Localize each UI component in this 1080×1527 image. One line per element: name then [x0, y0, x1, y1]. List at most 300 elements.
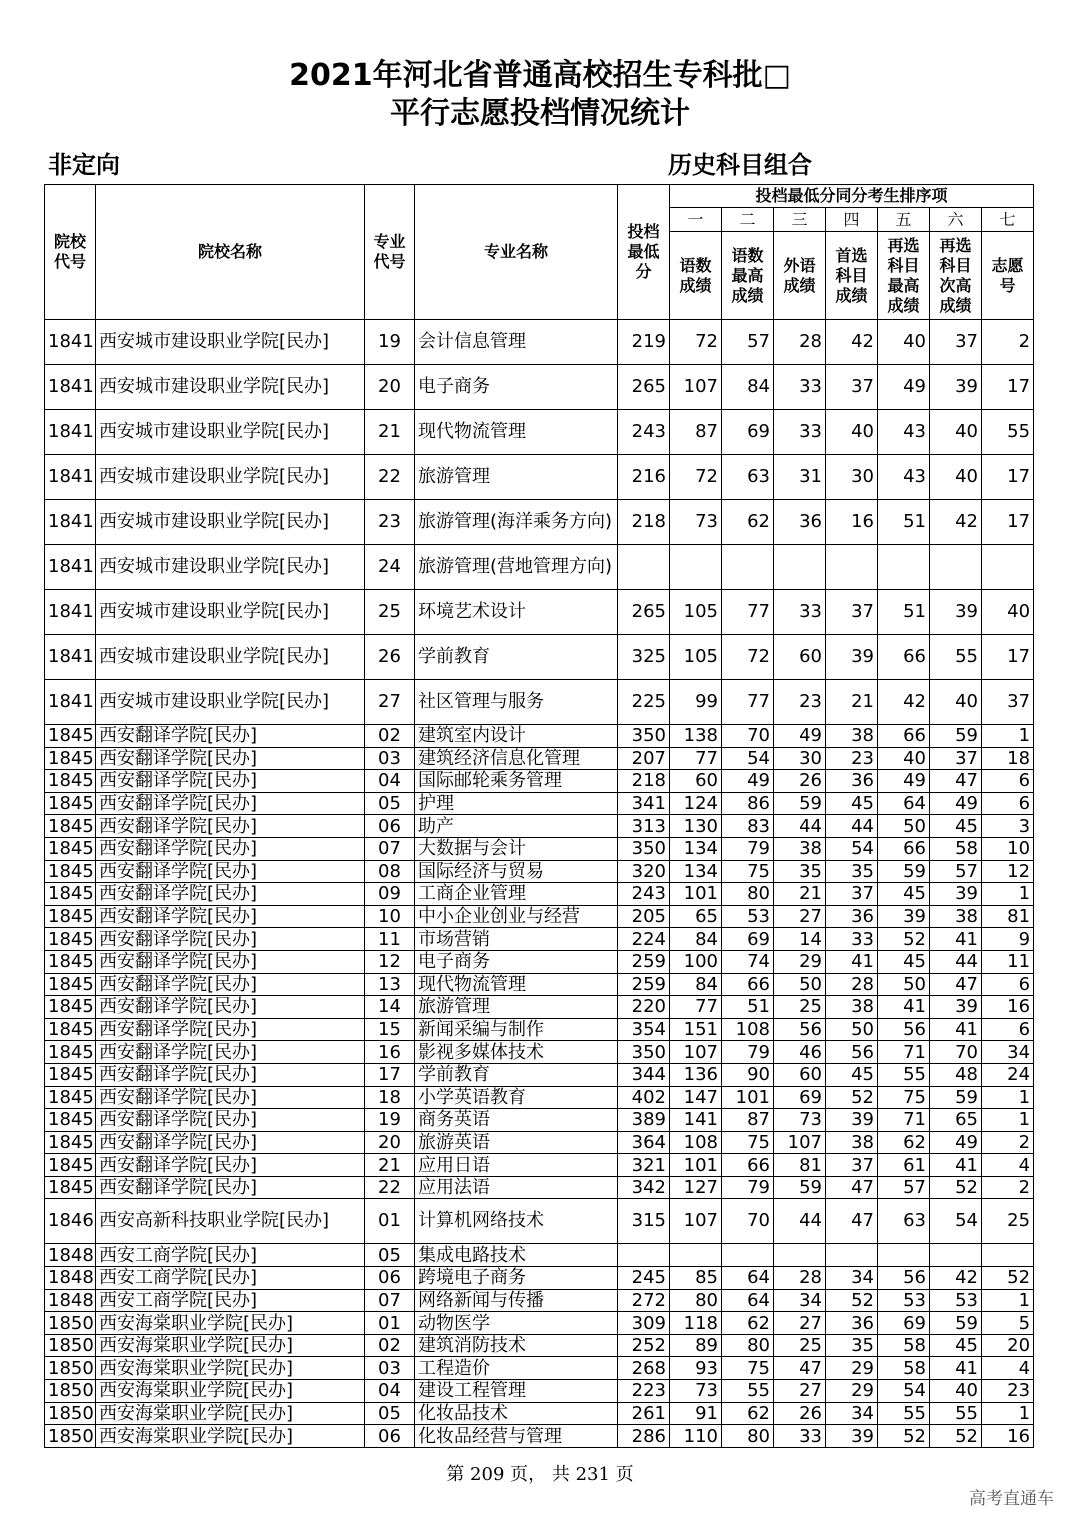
major-code-cell: 26	[365, 635, 415, 680]
first-subject-cell: 33	[826, 928, 878, 951]
major-name-cell: 化妆品经营与管理	[415, 1425, 618, 1448]
elective-max-cell: 71	[878, 1109, 930, 1132]
school-code-cell: 1845	[45, 973, 96, 996]
header-order-7: 七	[982, 208, 1034, 232]
foreign-language-cell: 33	[774, 590, 826, 635]
preference-number-cell: 3	[982, 815, 1034, 838]
school-code-cell: 1845	[45, 905, 96, 928]
header-min-score: 投档最低分	[618, 185, 670, 320]
major-name-cell: 集成电路技术	[415, 1244, 618, 1267]
foreign-language-cell: 14	[774, 928, 826, 951]
major-name-cell: 护理	[415, 792, 618, 815]
elective-second-cell: 47	[930, 770, 982, 793]
chinese-math-score-cell: 60	[670, 770, 722, 793]
major-code-cell: 10	[365, 905, 415, 928]
school-code-cell: 1845	[45, 1041, 96, 1064]
first-subject-cell: 39	[826, 1109, 878, 1132]
preference-number-cell: 10	[982, 837, 1034, 860]
table-row	[45, 1244, 1034, 1267]
school-name-cell: 西安翻译学院[民办]	[96, 1086, 365, 1109]
elective-max-cell: 53	[878, 1289, 930, 1312]
elective-max-cell: 62	[878, 1131, 930, 1154]
school-code-cell: 1845	[45, 837, 96, 860]
school-name-cell: 西安翻译学院[民办]	[96, 725, 365, 748]
chinese-math-max-cell: 77	[722, 590, 774, 635]
preference-number-cell: 24	[982, 1063, 1034, 1086]
school-code-cell: 1841	[45, 545, 96, 590]
school-name-cell: 西安工商学院[民办]	[96, 1267, 365, 1290]
major-name-cell: 助产	[415, 815, 618, 838]
min-score-cell: 261	[618, 1402, 670, 1425]
preference-number-cell: 17	[982, 635, 1034, 680]
school-code-cell: 1850	[45, 1425, 96, 1448]
school-code-cell: 1845	[45, 1176, 96, 1199]
elective-second-cell: 39	[930, 996, 982, 1019]
foreign-language-cell: 60	[774, 635, 826, 680]
header-sub-2: 语数最高成绩	[722, 232, 774, 320]
min-score-cell: 245	[618, 1267, 670, 1290]
major-code-cell: 21	[365, 410, 415, 455]
foreign-language-cell: 27	[774, 1380, 826, 1403]
header-order-2: 二	[722, 208, 774, 232]
first-subject-cell: 47	[826, 1176, 878, 1199]
major-name-cell: 影视多媒体技术	[415, 1041, 618, 1064]
preference-number-cell: 17	[982, 455, 1034, 500]
min-score-cell: 364	[618, 1131, 670, 1154]
school-code-cell: 1850	[45, 1334, 96, 1357]
elective-max-cell: 71	[878, 1041, 930, 1064]
major-code-cell: 20	[365, 365, 415, 410]
chinese-math-score-cell: 77	[670, 996, 722, 1019]
school-code-cell: 1850	[45, 1402, 96, 1425]
header-sub-3: 外语成绩	[774, 232, 826, 320]
chinese-math-max-cell: 66	[722, 973, 774, 996]
chinese-math-max-cell: 53	[722, 905, 774, 928]
major-code-cell: 13	[365, 973, 415, 996]
table-row	[45, 928, 1034, 951]
preference-number-cell: 40	[982, 590, 1034, 635]
school-name-cell: 西安翻译学院[民办]	[96, 928, 365, 951]
min-score-cell	[618, 1244, 670, 1267]
min-score-cell: 321	[618, 1154, 670, 1177]
major-name-cell: 市场营销	[415, 928, 618, 951]
elective-max-cell: 39	[878, 905, 930, 928]
elective-second-cell: 59	[930, 725, 982, 748]
school-code-cell: 1845	[45, 725, 96, 748]
school-name-cell: 西安城市建设职业学院[民办]	[96, 590, 365, 635]
major-code-cell: 03	[365, 747, 415, 770]
min-score-cell: 402	[618, 1086, 670, 1109]
foreign-language-cell: 44	[774, 815, 826, 838]
first-subject-cell: 37	[826, 590, 878, 635]
chinese-math-max-cell: 75	[722, 860, 774, 883]
min-score-cell: 309	[618, 1312, 670, 1335]
major-name-cell: 现代物流管理	[415, 973, 618, 996]
min-score-cell: 243	[618, 410, 670, 455]
chinese-math-score-cell: 91	[670, 1402, 722, 1425]
preference-number-cell: 16	[982, 996, 1034, 1019]
school-code-cell: 1841	[45, 410, 96, 455]
table-row	[45, 320, 1034, 365]
school-name-cell: 西安翻译学院[民办]	[96, 1154, 365, 1177]
chinese-math-score-cell: 127	[670, 1176, 722, 1199]
table-header	[45, 185, 1034, 320]
elective-max-cell: 43	[878, 410, 930, 455]
header-sub-1: 语数成绩	[670, 232, 722, 320]
chinese-math-score-cell: 101	[670, 1154, 722, 1177]
major-name-cell: 建筑消防技术	[415, 1334, 618, 1357]
chinese-math-score-cell: 134	[670, 860, 722, 883]
major-name-cell: 社区管理与服务	[415, 680, 618, 725]
foreign-language-cell: 107	[774, 1131, 826, 1154]
watermark: 高考直通车	[969, 1489, 1054, 1509]
elective-second-cell: 45	[930, 815, 982, 838]
chinese-math-max-cell: 54	[722, 747, 774, 770]
table-row	[45, 837, 1034, 860]
elective-second-cell: 70	[930, 1041, 982, 1064]
school-code-cell: 1845	[45, 1154, 96, 1177]
foreign-language-cell: 28	[774, 320, 826, 365]
chinese-math-score-cell: 107	[670, 1199, 722, 1244]
first-subject-cell: 39	[826, 635, 878, 680]
foreign-language-cell: 46	[774, 1041, 826, 1064]
chinese-math-max-cell: 80	[722, 883, 774, 906]
foreign-language-cell: 81	[774, 1154, 826, 1177]
elective-max-cell: 52	[878, 1425, 930, 1448]
table-row	[45, 792, 1034, 815]
major-name-cell: 网络新闻与传播	[415, 1289, 618, 1312]
chinese-math-score-cell: 105	[670, 590, 722, 635]
chinese-math-max-cell: 62	[722, 1312, 774, 1335]
chinese-math-score-cell: 105	[670, 635, 722, 680]
first-subject-cell: 34	[826, 1402, 878, 1425]
preference-number-cell: 5	[982, 1312, 1034, 1335]
major-name-cell: 旅游管理(海洋乘务方向)	[415, 500, 618, 545]
first-subject-cell: 42	[826, 320, 878, 365]
elective-second-cell: 57	[930, 860, 982, 883]
school-name-cell: 西安城市建设职业学院[民办]	[96, 500, 365, 545]
elective-second-cell: 65	[930, 1109, 982, 1132]
min-score-cell: 315	[618, 1199, 670, 1244]
elective-max-cell: 61	[878, 1154, 930, 1177]
major-name-cell: 电子商务	[415, 950, 618, 973]
foreign-language-cell: 59	[774, 1176, 826, 1199]
first-subject-cell: 50	[826, 1018, 878, 1041]
foreign-language-cell: 33	[774, 365, 826, 410]
header-order-3: 三	[774, 208, 826, 232]
preference-number-cell	[982, 1244, 1034, 1267]
header-tiebreak-group: 投档最低分同分考生排序项	[670, 185, 1034, 208]
chinese-math-max-cell: 75	[722, 1131, 774, 1154]
chinese-math-score-cell: 124	[670, 792, 722, 815]
school-code-cell: 1850	[45, 1357, 96, 1380]
school-name-cell: 西安城市建设职业学院[民办]	[96, 545, 365, 590]
major-name-cell: 学前教育	[415, 635, 618, 680]
first-subject-cell: 39	[826, 1425, 878, 1448]
school-code-cell: 1850	[45, 1380, 96, 1403]
chinese-math-score-cell	[670, 1244, 722, 1267]
first-subject-cell	[826, 545, 878, 590]
chinese-math-max-cell: 79	[722, 1041, 774, 1064]
chinese-math-max-cell: 101	[722, 1086, 774, 1109]
foreign-language-cell: 38	[774, 837, 826, 860]
preference-number-cell: 9	[982, 928, 1034, 951]
school-name-cell: 西安城市建设职业学院[民办]	[96, 635, 365, 680]
foreign-language-cell: 33	[774, 410, 826, 455]
school-code-cell: 1845	[45, 950, 96, 973]
min-score-cell: 252	[618, 1334, 670, 1357]
min-score-cell: 259	[618, 950, 670, 973]
elective-max-cell: 56	[878, 1018, 930, 1041]
school-name-cell: 西安工商学院[民办]	[96, 1244, 365, 1267]
elective-second-cell: 47	[930, 973, 982, 996]
min-score-cell	[618, 545, 670, 590]
chinese-math-max-cell: 80	[722, 1425, 774, 1448]
table-row	[45, 860, 1034, 883]
header-order-1: 一	[670, 208, 722, 232]
table-row	[45, 1312, 1034, 1335]
category-label: 非定向	[48, 151, 120, 179]
elective-second-cell: 40	[930, 455, 982, 500]
major-name-cell: 计算机网络技术	[415, 1199, 618, 1244]
foreign-language-cell: 26	[774, 1402, 826, 1425]
elective-max-cell: 58	[878, 1334, 930, 1357]
table-row	[45, 590, 1034, 635]
major-code-cell: 06	[365, 1425, 415, 1448]
first-subject-cell: 40	[826, 410, 878, 455]
major-name-cell: 动物医学	[415, 1312, 618, 1335]
school-code-cell: 1841	[45, 635, 96, 680]
elective-second-cell: 40	[930, 410, 982, 455]
table-row	[45, 1154, 1034, 1177]
table-row	[45, 973, 1034, 996]
elective-second-cell: 49	[930, 792, 982, 815]
chinese-math-max-cell: 86	[722, 792, 774, 815]
major-code-cell: 04	[365, 1380, 415, 1403]
school-code-cell: 1841	[45, 500, 96, 545]
chinese-math-score-cell: 93	[670, 1357, 722, 1380]
chinese-math-max-cell: 55	[722, 1380, 774, 1403]
school-name-cell: 西安翻译学院[民办]	[96, 792, 365, 815]
school-name-cell: 西安翻译学院[民办]	[96, 996, 365, 1019]
major-code-cell: 02	[365, 1334, 415, 1357]
first-subject-cell: 45	[826, 792, 878, 815]
major-name-cell: 小学英语教育	[415, 1086, 618, 1109]
school-name-cell: 西安翻译学院[民办]	[96, 1176, 365, 1199]
school-name-cell: 西安城市建设职业学院[民办]	[96, 320, 365, 365]
foreign-language-cell: 36	[774, 500, 826, 545]
first-subject-cell: 37	[826, 365, 878, 410]
elective-second-cell: 54	[930, 1199, 982, 1244]
chinese-math-max-cell: 83	[722, 815, 774, 838]
foreign-language-cell: 25	[774, 1334, 826, 1357]
first-subject-cell: 30	[826, 455, 878, 500]
elective-max-cell: 50	[878, 973, 930, 996]
school-code-cell: 1841	[45, 590, 96, 635]
elective-max-cell: 66	[878, 837, 930, 860]
foreign-language-cell: 25	[774, 996, 826, 1019]
major-code-cell: 22	[365, 455, 415, 500]
foreign-language-cell: 59	[774, 792, 826, 815]
major-code-cell: 06	[365, 815, 415, 838]
min-score-cell: 286	[618, 1425, 670, 1448]
elective-second-cell: 39	[930, 883, 982, 906]
first-subject-cell: 21	[826, 680, 878, 725]
table-body	[45, 320, 1034, 1448]
elective-second-cell: 38	[930, 905, 982, 928]
chinese-math-score-cell: 73	[670, 500, 722, 545]
header-order-4: 四	[826, 208, 878, 232]
major-code-cell: 17	[365, 1063, 415, 1086]
major-name-cell: 跨境电子商务	[415, 1267, 618, 1290]
chinese-math-score-cell: 85	[670, 1267, 722, 1290]
preference-number-cell: 12	[982, 860, 1034, 883]
chinese-math-score-cell: 65	[670, 905, 722, 928]
major-code-cell: 07	[365, 1289, 415, 1312]
page-title-line1: 2021年河北省普通高校招生专科批□	[289, 58, 791, 93]
foreign-language-cell: 49	[774, 725, 826, 748]
elective-second-cell: 53	[930, 1289, 982, 1312]
table-row	[45, 1380, 1034, 1403]
school-name-cell: 西安翻译学院[民办]	[96, 837, 365, 860]
min-score-cell: 320	[618, 860, 670, 883]
chinese-math-score-cell: 100	[670, 950, 722, 973]
major-code-cell: 15	[365, 1018, 415, 1041]
min-score-cell: 220	[618, 996, 670, 1019]
major-code-cell: 18	[365, 1086, 415, 1109]
school-code-cell: 1845	[45, 1109, 96, 1132]
elective-second-cell: 39	[930, 590, 982, 635]
elective-second-cell: 49	[930, 1131, 982, 1154]
preference-number-cell: 20	[982, 1334, 1034, 1357]
major-code-cell: 06	[365, 1267, 415, 1290]
major-code-cell: 05	[365, 1402, 415, 1425]
min-score-cell: 350	[618, 725, 670, 748]
chinese-math-score-cell: 151	[670, 1018, 722, 1041]
school-code-cell: 1845	[45, 770, 96, 793]
chinese-math-score-cell: 72	[670, 320, 722, 365]
school-name-cell: 西安翻译学院[民办]	[96, 860, 365, 883]
chinese-math-score-cell: 136	[670, 1063, 722, 1086]
elective-max-cell: 51	[878, 590, 930, 635]
foreign-language-cell: 27	[774, 1312, 826, 1335]
chinese-math-score-cell: 107	[670, 1041, 722, 1064]
foreign-language-cell: 30	[774, 747, 826, 770]
school-name-cell: 西安海棠职业学院[民办]	[96, 1312, 365, 1335]
school-code-cell: 1845	[45, 996, 96, 1019]
major-code-cell: 08	[365, 860, 415, 883]
foreign-language-cell: 47	[774, 1357, 826, 1380]
chinese-math-max-cell: 66	[722, 1154, 774, 1177]
first-subject-cell: 28	[826, 973, 878, 996]
chinese-math-score-cell: 99	[670, 680, 722, 725]
chinese-math-score-cell: 110	[670, 1425, 722, 1448]
table-row	[45, 815, 1034, 838]
elective-max-cell: 49	[878, 365, 930, 410]
foreign-language-cell: 28	[774, 1267, 826, 1290]
school-name-cell: 西安海棠职业学院[民办]	[96, 1425, 365, 1448]
preference-number-cell: 6	[982, 973, 1034, 996]
table-row	[45, 770, 1034, 793]
major-code-cell: 11	[365, 928, 415, 951]
elective-max-cell: 54	[878, 1380, 930, 1403]
first-subject-cell: 35	[826, 860, 878, 883]
first-subject-cell: 34	[826, 1267, 878, 1290]
school-name-cell: 西安海棠职业学院[民办]	[96, 1334, 365, 1357]
chinese-math-score-cell: 118	[670, 1312, 722, 1335]
major-name-cell: 国际经济与贸易	[415, 860, 618, 883]
major-name-cell: 国际邮轮乘务管理	[415, 770, 618, 793]
major-name-cell: 旅游英语	[415, 1131, 618, 1154]
major-code-cell: 19	[365, 320, 415, 365]
chinese-math-score-cell: 108	[670, 1131, 722, 1154]
min-score-cell: 223	[618, 1380, 670, 1403]
first-subject-cell	[826, 1244, 878, 1267]
chinese-math-max-cell: 79	[722, 1176, 774, 1199]
elective-second-cell: 42	[930, 500, 982, 545]
elective-second-cell	[930, 545, 982, 590]
chinese-math-score-cell: 101	[670, 883, 722, 906]
school-code-cell: 1848	[45, 1289, 96, 1312]
major-name-cell: 工程造价	[415, 1357, 618, 1380]
foreign-language-cell: 29	[774, 950, 826, 973]
chinese-math-score-cell: 138	[670, 725, 722, 748]
elective-second-cell	[930, 1244, 982, 1267]
foreign-language-cell: 44	[774, 1199, 826, 1244]
min-score-cell: 259	[618, 973, 670, 996]
chinese-math-score-cell: 80	[670, 1289, 722, 1312]
elective-max-cell: 55	[878, 1063, 930, 1086]
major-name-cell: 环境艺术设计	[415, 590, 618, 635]
header-sub-7: 志愿号	[982, 232, 1034, 320]
table-row	[45, 455, 1034, 500]
foreign-language-cell: 50	[774, 973, 826, 996]
chinese-math-score-cell: 72	[670, 455, 722, 500]
first-subject-cell: 36	[826, 1312, 878, 1335]
table-row	[45, 725, 1034, 748]
elective-second-cell: 41	[930, 928, 982, 951]
major-code-cell: 09	[365, 883, 415, 906]
school-name-cell: 西安高新科技职业学院[民办]	[96, 1199, 365, 1244]
table-row	[45, 635, 1034, 680]
chinese-math-max-cell: 84	[722, 365, 774, 410]
major-name-cell: 电子商务	[415, 365, 618, 410]
elective-max-cell: 40	[878, 320, 930, 365]
first-subject-cell: 44	[826, 815, 878, 838]
foreign-language-cell: 27	[774, 905, 826, 928]
min-score-cell: 205	[618, 905, 670, 928]
min-score-cell: 344	[618, 1063, 670, 1086]
chinese-math-max-cell: 108	[722, 1018, 774, 1041]
elective-max-cell: 64	[878, 792, 930, 815]
table-row	[45, 747, 1034, 770]
min-score-cell: 218	[618, 770, 670, 793]
chinese-math-max-cell: 62	[722, 1402, 774, 1425]
first-subject-cell: 47	[826, 1199, 878, 1244]
elective-second-cell: 45	[930, 1334, 982, 1357]
preference-number-cell: 2	[982, 1131, 1034, 1154]
min-score-cell: 207	[618, 747, 670, 770]
chinese-math-score-cell: 77	[670, 747, 722, 770]
header-sub-6: 再选科目次高成绩	[930, 232, 982, 320]
school-name-cell: 西安翻译学院[民办]	[96, 770, 365, 793]
chinese-math-max-cell: 69	[722, 410, 774, 455]
first-subject-cell: 36	[826, 770, 878, 793]
preference-number-cell: 18	[982, 747, 1034, 770]
min-score-cell: 218	[618, 500, 670, 545]
school-name-cell: 西安海棠职业学院[民办]	[96, 1380, 365, 1403]
table-row	[45, 680, 1034, 725]
